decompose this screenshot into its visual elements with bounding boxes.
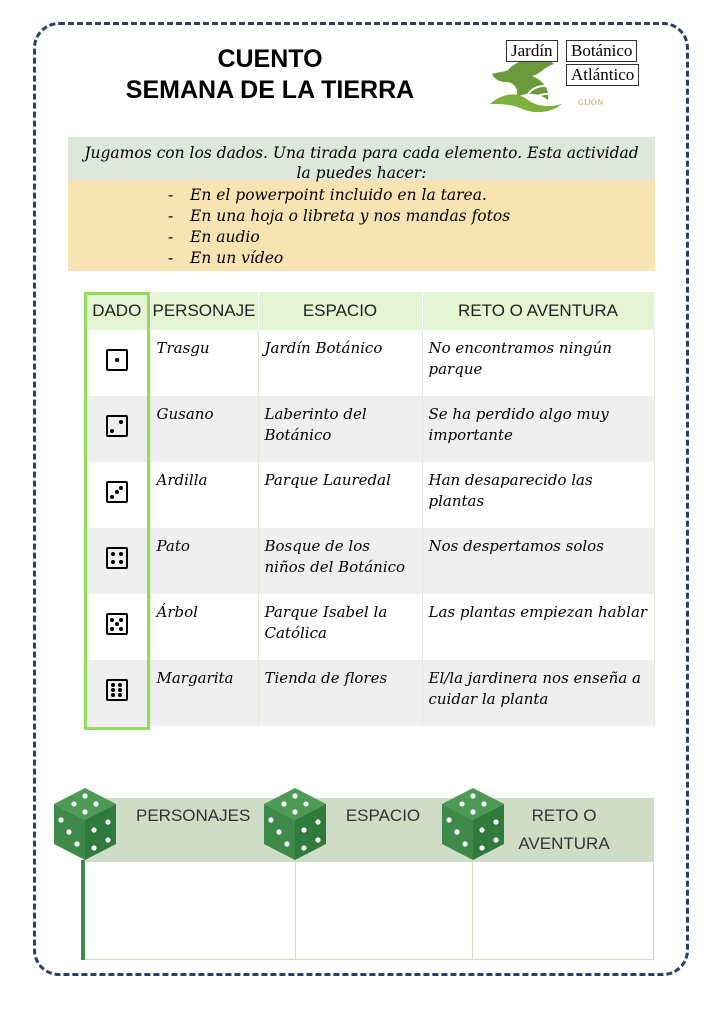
table-row [84,594,654,660]
die-pip [119,618,123,622]
title-line-1: CUENTO [217,45,323,73]
cell-personaje: Gusano [150,396,258,462]
label-espacio: ESPACIO [345,806,421,825]
table-row [84,660,654,726]
label-reto-line-1: RETO O [531,806,597,825]
column-divider [472,862,473,960]
dice-table [84,292,655,726]
die-pip [115,622,119,626]
die-pip [119,560,123,564]
story-builder-body [84,862,654,960]
die-pip [115,358,119,362]
garden-logo [488,40,648,110]
cell-personaje: Margarita [150,660,258,726]
cell-reto: Nos despertamos solos [422,528,654,594]
logo-word-botanico: Botánico [566,40,637,62]
die-pip [110,495,114,499]
cell-espacio: Bosque de los niños del Botánico [258,528,422,594]
die-5-icon [106,613,128,635]
intro-option: - En un vídeo [168,248,510,269]
die-2-icon [106,415,128,437]
cell-reto: Las plantas empiezan hablar [422,594,654,660]
die-pip [111,683,115,687]
die-6-icon [106,679,128,701]
intro-text: Jugamos con los dados. Una tirada para cada elemento. Esta actividad la puedes hacer: [84,144,639,182]
die-pip [118,688,122,692]
cell-reto: El/la jardinera nos enseña a cuidar la planta [422,660,654,726]
die-pip [119,486,123,490]
header-personaje: PERSONAJE [150,292,258,330]
die-pip [119,627,123,631]
cell-reto: No encontramos ningún parque [422,330,654,396]
die-pip [119,420,123,424]
dice-cube-icon [52,786,118,862]
cell-reto: Han desaparecido las plantas [422,462,654,528]
header-dado: DADO [84,292,150,330]
die-pip [118,693,122,697]
table-row [84,462,654,528]
green-accent-bar [81,860,85,960]
intro-option: - En una hoja o libreta y nos mandas fotos [168,206,510,227]
die-pip [118,683,122,687]
logo-word-atlantico: Atlántico [566,64,639,86]
table-row [84,330,654,396]
cell-espacio: Jardín Botánico [258,330,422,396]
label-personajes: PERSONAJES [136,806,251,825]
label-reto-line-2: AVENTURA [518,834,610,853]
cell-personaje: Ardilla [150,462,258,528]
logo-city: GIJÓN [578,98,604,107]
title-line-2: SEMANA DE LA TIERRA [125,76,415,104]
header-reto: RETO O AVENTURA [422,292,654,330]
die-pip [110,618,114,622]
die-pip [119,552,123,556]
logo-word-jardin: Jardín [506,40,558,62]
die-3-icon [106,481,128,503]
cell-reto: Se ha perdido algo muy importante [422,396,654,462]
cell-espacio: Laberinto del Botánico [258,396,422,462]
cell-espacio: Parque Lauredal [258,462,422,528]
column-divider [295,862,296,960]
die-pip [111,693,115,697]
table-row [84,396,654,462]
cell-personaje: Trasgu [150,330,258,396]
cell-espacio: Tienda de flores [258,660,422,726]
die-pip [111,560,115,564]
die-pip [111,552,115,556]
page-title [100,44,440,106]
label-reto [494,802,634,858]
die-pip [115,490,119,494]
cell-personaje: Árbol [150,594,258,660]
intro-option: - En audio [168,227,510,248]
cell-personaje: Pato [150,528,258,594]
intro-box [68,137,655,271]
intro-options [168,185,510,269]
dice-cube-icon [440,786,506,862]
header-espacio: ESPACIO [258,292,422,330]
die-pip [111,688,115,692]
die-pip [110,627,114,631]
cell-espacio: Parque Isabel la Católica [258,594,422,660]
intro-option: - En el powerpoint incluido en la tarea. [168,185,510,206]
die-4-icon [106,547,128,569]
die-1-icon [106,349,128,371]
die-pip [110,429,114,433]
table-row [84,528,654,594]
dice-cube-icon [262,786,328,862]
